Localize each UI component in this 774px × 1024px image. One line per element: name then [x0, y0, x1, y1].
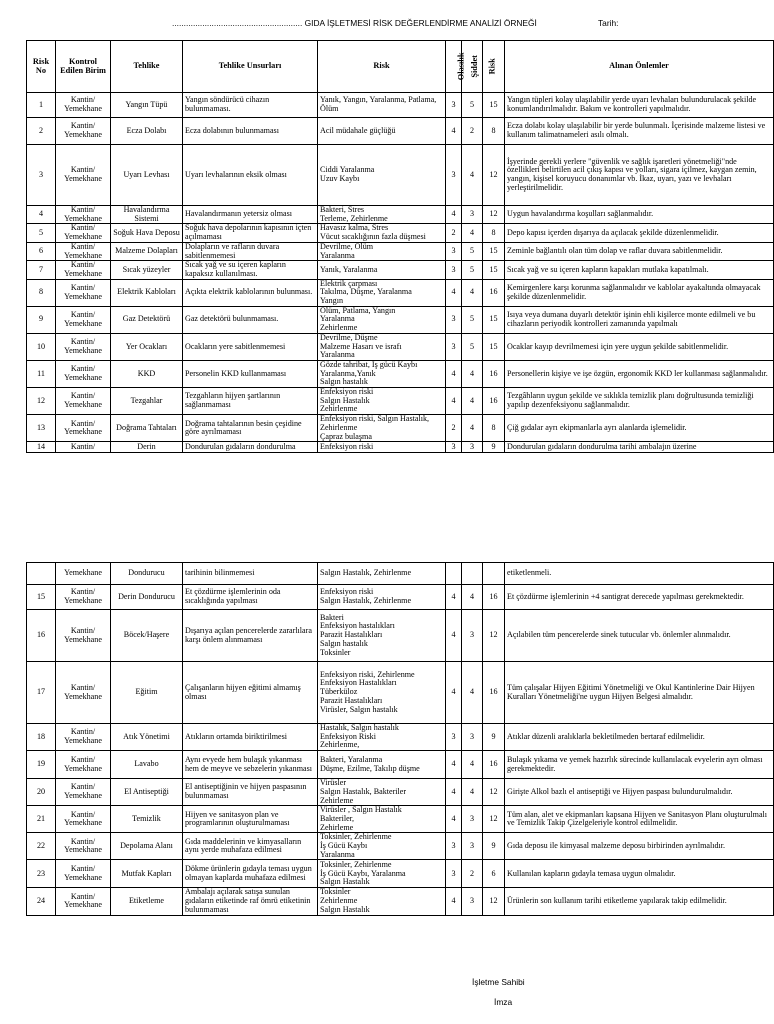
- cell-tehlike-unsuru: Atıkların ortamda biriktirilmesi: [183, 724, 318, 751]
- col-olasilik: Olasılık: [446, 41, 462, 93]
- cell-tehlike-unsuru: tarihinin bilinmemesi: [183, 563, 318, 585]
- cell-onlem: Tüm alan, alet ve ekipmanları kapsana Hijyen ve Sanitasyon Planı oluşturulmalı ve Temizlik Takip Çizelgeleriyle kontrol edilmelidir.: [505, 806, 774, 833]
- cell-birim: Kantin/ Yemekhane: [56, 751, 111, 779]
- cell-siddet: 5: [462, 93, 483, 118]
- cell-tehlike-unsuru: Çalışanların hijyen eğitimi almamış olması: [183, 662, 318, 724]
- cell-onlem: Atıklar düzenli aralıklarla bekletilmeden bertaraf edilmelidir.: [505, 724, 774, 751]
- cell-risk-text: Elektrik çarpması Takılma, Düşme, Yaralanma Yangın: [318, 279, 446, 306]
- cell-onlem: Uygun havalandırma koşulları sağlanmalıdır.: [505, 206, 774, 224]
- cell-risk-text: Toksinler, Zehirlenme İş Gücü Kaybı Yaralanma: [318, 833, 446, 860]
- cell-onlem: Yangın tüpleri kolay ulaşılabilir yerde uyarı levhaları bulundurulacak şekilde konumlandırılmalıdır. Bakım ve kontrolleri yapılmalıdır.: [505, 93, 774, 118]
- cell-olasilik: 4: [446, 360, 462, 387]
- cell-birim: Kantin/ Yemekhane: [56, 888, 111, 915]
- cell-tehlike: Depolama Alanı: [111, 833, 183, 860]
- cell-siddet: [462, 563, 483, 585]
- cell-risk-text: Enfeksiyon riski, Zehirlenme Enfeksiyon Hastalıkları Tüberküloz Parazit Hastalıkları Virüsler, Salgın hastalık: [318, 662, 446, 724]
- cell-onlem: Depo kapısı içerden dışarıya da açılacak şekilde düzenlenmelidir.: [505, 224, 774, 242]
- cell-birim: Kantin/ Yemekhane: [56, 242, 111, 260]
- cell-risk-text: Toksinler Zehirlenme Salgın Hastalık: [318, 888, 446, 915]
- cell-tehlike: Gaz Detektörü: [111, 306, 183, 333]
- cell-olasilik: 4: [446, 585, 462, 610]
- cell-siddet: 2: [462, 860, 483, 888]
- cell-tehlike-unsuru: Sıcak yağ ve su içeren kapların kapaksız kullanılması.: [183, 261, 318, 279]
- cell-onlem: Et çözdürme işlemlerinin +4 santigrat derecede yapılması gerekmektedir.: [505, 585, 774, 610]
- cell-olasilik: [446, 563, 462, 585]
- cell-siddet: 3: [462, 888, 483, 915]
- cell-siddet: 3: [462, 442, 483, 453]
- col-risk-score: Risk: [483, 41, 505, 93]
- cell-risk-no: 15: [27, 585, 56, 610]
- cell-risk-text: Enfeksiyon riski Salgın Hastalık Zehirlenme: [318, 388, 446, 415]
- cell-birim: Kantin/ Yemekhane: [56, 224, 111, 242]
- cell-onlem: Gıda deposu ile kimyasal malzeme deposu birbirinden ayrılmalıdır.: [505, 833, 774, 860]
- cell-birim: Kantin/ Yemekhane: [56, 93, 111, 118]
- table-row: [27, 415, 774, 442]
- cell-risk-no: 23: [27, 860, 56, 888]
- cell-tehlike-unsuru: Tezgahların hijyen şartlarının sağlanmaması: [183, 388, 318, 415]
- cell-onlem: Kullanılan kapların gıdayla temasa uygun olmalıdır.: [505, 860, 774, 888]
- cell-risk-score: 8: [483, 415, 505, 442]
- cell-onlem: Sıcak yağ ve su içeren kapların kapakları mutlaka kapatılmalı.: [505, 261, 774, 279]
- cell-onlem: Çiğ gıdalar ayrı ekipmanlarla ayrı alanlarda işlemelidir.: [505, 415, 774, 442]
- cell-siddet: 3: [462, 610, 483, 662]
- cell-tehlike-unsuru: Dondurulan gıdaların dondurulma: [183, 442, 318, 453]
- cell-tehlike: Atık Yönetimi: [111, 724, 183, 751]
- table-row: [27, 724, 774, 751]
- cell-risk-score: 15: [483, 333, 505, 360]
- cell-risk-text: Yanık, Yangın, Yaralanma, Patlama, Ölüm: [318, 93, 446, 118]
- cell-onlem: Isıya veya dumana duyarlı detektör işinin ehli kişilerce monte edilmeli ve bu cihazların periyodik kontrolleri zamanında yapılmalı: [505, 306, 774, 333]
- cell-risk-score: 15: [483, 242, 505, 260]
- cell-olasilik: 3: [446, 442, 462, 453]
- cell-birim: Kantin/ Yemekhane: [56, 118, 111, 145]
- cell-olasilik: 4: [446, 388, 462, 415]
- cell-tehlike: Yer Ocakları: [111, 333, 183, 360]
- cell-birim: Kantin/ Yemekhane: [56, 662, 111, 724]
- table-row: [27, 279, 774, 306]
- table-row: [27, 585, 774, 610]
- cell-risk-no: 3: [27, 145, 56, 206]
- cell-risk-score: 15: [483, 93, 505, 118]
- cell-olasilik: 4: [446, 888, 462, 915]
- cell-onlem: Dondurulan gıdaların dondurulma tarihi ambalajın üzerine: [505, 442, 774, 453]
- cell-tehlike-unsuru: Açıkta elektrik kablolarının bulunması.: [183, 279, 318, 306]
- cell-onlem: Kemirgenlere karşı korunma sağlanmalıdır ve kablolar ayakaltında olmayacak şekilde düzenlenmelidir.: [505, 279, 774, 306]
- col-birim: Kontrol Edilen Birim: [56, 41, 111, 93]
- cell-risk-score: 6: [483, 860, 505, 888]
- cell-risk-text: Havasız kalma, Stres Vücut sıcaklığının fazla düşmesi: [318, 224, 446, 242]
- cell-birim: Kantin/ Yemekhane: [56, 585, 111, 610]
- cell-siddet: 3: [462, 833, 483, 860]
- cell-risk-text: Virüsler , Salgın Hastalık Bakteriler, Zehirleme: [318, 806, 446, 833]
- table-row: [27, 118, 774, 145]
- cell-risk-score: 16: [483, 279, 505, 306]
- cell-onlem: Tüm çalışalar Hijyen Eğitimi Yönetmeliği ve Okul Kantinlerine Dair Hijyen Kuralları Yönetmeliği'ne uygun Hijyen Belgesi almalıdır.: [505, 662, 774, 724]
- table-row: [27, 360, 774, 387]
- cell-birim: Kantin/ Yemekhane: [56, 306, 111, 333]
- cell-risk-text: Devrilme, Ölüm Yaralanma: [318, 242, 446, 260]
- cell-birim: Kantin/ Yemekhane: [56, 206, 111, 224]
- cell-risk-text: Bakteri Enfeksiyon hastalıkları Parazit Hastalıkları Salgın hastalık Toksinler: [318, 610, 446, 662]
- cell-siddet: 3: [462, 724, 483, 751]
- cell-olasilik: 4: [446, 806, 462, 833]
- cell-risk-no: 5: [27, 224, 56, 242]
- table-row: [27, 888, 774, 915]
- cell-risk-no: 10: [27, 333, 56, 360]
- cell-risk-no: 17: [27, 662, 56, 724]
- cell-tehlike: Temizlik: [111, 806, 183, 833]
- cell-tehlike-unsuru: Gıda maddelerinin ve kimyasalların aynı yerde muhafaza edilmesi: [183, 833, 318, 860]
- cell-birim: Kantin/ Yemekhane: [56, 806, 111, 833]
- cell-risk-score: 15: [483, 261, 505, 279]
- cell-tehlike-unsuru: Aynı evyede hem bulaşık yıkanması hem de meyve ve sebzelerin yıkanması: [183, 751, 318, 779]
- cell-siddet: 4: [462, 415, 483, 442]
- cell-onlem: Bulaşık yıkama ve yemek hazırlık sürecinde kullanılacak evyelerin ayrı olması gerekmektedir.: [505, 751, 774, 779]
- cell-birim: Kantin/ Yemekhane: [56, 333, 111, 360]
- cell-risk-no: 7: [27, 261, 56, 279]
- owner-label: İşletme Sahibi: [472, 977, 525, 987]
- col-tehlike-unsurlari: Tehlike Unsurları: [183, 41, 318, 93]
- cell-risk-score: 8: [483, 224, 505, 242]
- cell-risk-no: 18: [27, 724, 56, 751]
- cell-tehlike: Doğrama Tahtaları: [111, 415, 183, 442]
- table-row: [27, 224, 774, 242]
- cell-birim: Kantin/ Yemekhane: [56, 388, 111, 415]
- cell-risk-text: Gözde tahribat, İş gücü Kaybı Yaralanma,Yanık Salgın hastalık: [318, 360, 446, 387]
- cell-risk-text: Toksinler, Zehirlenme İş Gücü Kaybı, Yaralanma Salgın Hastalık: [318, 860, 446, 888]
- cell-olasilik: 4: [446, 279, 462, 306]
- cell-birim: Kantin/ Yemekhane: [56, 261, 111, 279]
- table-row: [27, 333, 774, 360]
- cell-birim: Kantin/ Yemekhane: [56, 610, 111, 662]
- cell-risk-score: 9: [483, 833, 505, 860]
- col-alinan-onlemler: Alınan Önlemler: [505, 41, 774, 93]
- cell-risk-no: 20: [27, 779, 56, 806]
- cell-risk-no: 16: [27, 610, 56, 662]
- cell-onlem: İşyerinde gerekli yerlere "güvenlik ve sağlık işaretleri yönetmeliği"nde özellikleri belirtilen acil çıkış kapısı ve yolları, sigara içilmez, kaygan zemin, yangın, kişisel koruyucu donanımlar vb. İkaz, uyarı, yazı ve levhaları yerleştirilmelidir.: [505, 145, 774, 206]
- cell-siddet: 4: [462, 662, 483, 724]
- cell-risk-text: Acil müdahale güçlüğü: [318, 118, 446, 145]
- cell-risk-score: 8: [483, 118, 505, 145]
- cell-onlem: Girişte Alkol bazlı el antiseptiği ve Hijyen paspası bulundurulmalıdır.: [505, 779, 774, 806]
- risk-table-page-1: [26, 40, 774, 453]
- cell-risk-score: [483, 563, 505, 585]
- cell-risk-score: 16: [483, 662, 505, 724]
- cell-risk-no: 11: [27, 360, 56, 387]
- cell-tehlike: Etiketleme: [111, 888, 183, 915]
- cell-birim: Kantin/ Yemekhane: [56, 724, 111, 751]
- cell-risk-text: Yanık, Yaralanma: [318, 261, 446, 279]
- cell-birim: Kantin/ Yemekhane: [56, 279, 111, 306]
- cell-olasilik: 3: [446, 93, 462, 118]
- cell-birim: Yemekhane: [56, 563, 111, 585]
- col-tehlike: Tehlike: [111, 41, 183, 93]
- cell-olasilik: 3: [446, 333, 462, 360]
- cell-tehlike-unsuru: Personelin KKD kullanmaması: [183, 360, 318, 387]
- cell-tehlike: Derin Dondurucu: [111, 585, 183, 610]
- cell-risk-score: 12: [483, 888, 505, 915]
- cell-olasilik: 3: [446, 306, 462, 333]
- document-header: [0, 18, 768, 32]
- cell-olasilik: 3: [446, 860, 462, 888]
- table-row: [27, 563, 774, 585]
- cell-tehlike: Tezgahlar: [111, 388, 183, 415]
- cell-tehlike: Böcek/Haşere: [111, 610, 183, 662]
- table-row: [27, 388, 774, 415]
- cell-risk-no: 19: [27, 751, 56, 779]
- cell-siddet: 5: [462, 261, 483, 279]
- table-row: [27, 242, 774, 260]
- cell-tehlike-unsuru: Ambalajı açılarak satışa sunulan gıdaların etiketinde raf ömrü etiketinin bulunmaması: [183, 888, 318, 915]
- signature-label: İmza: [494, 997, 513, 1007]
- cell-risk-score: 16: [483, 751, 505, 779]
- cell-risk-score: 16: [483, 388, 505, 415]
- table-row: [27, 860, 774, 888]
- table-row: [27, 751, 774, 779]
- table-header-row: [27, 41, 774, 93]
- cell-tehlike-unsuru: Soğuk hava depolarının kapısının içten açılmaması: [183, 224, 318, 242]
- cell-tehlike-unsuru: Yangın söndürücü cihazın bulunmaması.: [183, 93, 318, 118]
- cell-risk-text: Salgın Hastalık, Zehirlenme: [318, 563, 446, 585]
- cell-olasilik: 4: [446, 206, 462, 224]
- cell-tehlike: El Antiseptiği: [111, 779, 183, 806]
- cell-tehlike: KKD: [111, 360, 183, 387]
- cell-tehlike: Dondurucu: [111, 563, 183, 585]
- cell-birim: Kantin/ Yemekhane: [56, 360, 111, 387]
- cell-olasilik: 3: [446, 261, 462, 279]
- cell-tehlike: Elektrik Kabloları: [111, 279, 183, 306]
- cell-olasilik: 4: [446, 779, 462, 806]
- cell-tehlike: Uyarı Levhası: [111, 145, 183, 206]
- cell-risk-text: Virüsler Salgın Hastalık, Bakteriler Zehirleme: [318, 779, 446, 806]
- cell-olasilik: 3: [446, 724, 462, 751]
- cell-risk-text: Ciddi Yaralanma Uzuv Kaybı: [318, 145, 446, 206]
- cell-tehlike: Derin: [111, 442, 183, 453]
- cell-risk-score: 12: [483, 206, 505, 224]
- cell-olasilik: 4: [446, 118, 462, 145]
- cell-siddet: 4: [462, 388, 483, 415]
- cell-tehlike-unsuru: Ecza dolabının bulunmaması: [183, 118, 318, 145]
- cell-onlem: Personellerin kişiye ve işe özgün, ergonomik KKD ler kullanması sağlanmalıdır.: [505, 360, 774, 387]
- cell-tehlike: Malzeme Dolapları: [111, 242, 183, 260]
- cell-tehlike: Yangın Tüpü: [111, 93, 183, 118]
- cell-olasilik: 2: [446, 224, 462, 242]
- cell-tehlike: Ecza Dolabı: [111, 118, 183, 145]
- cell-onlem: Zeminle bağlantılı olan tüm dolap ve raflar duvara sabitlenmelidir.: [505, 242, 774, 260]
- cell-risk-text: Enfeksiyon riski Salgın Hastalık, Zehirlenme: [318, 585, 446, 610]
- table-row: [27, 833, 774, 860]
- table-row: [27, 779, 774, 806]
- table-row: [27, 93, 774, 118]
- cell-birim: Kantin/ Yemekhane: [56, 779, 111, 806]
- cell-tehlike-unsuru: Dolapların ve rafların duvara sabitlenmemesi: [183, 242, 318, 260]
- cell-tehlike-unsuru: El antiseptiğinin ve hijyen paspasının bulunmaması: [183, 779, 318, 806]
- cell-birim: Kantin/ Yemekhane: [56, 145, 111, 206]
- cell-risk-score: 12: [483, 779, 505, 806]
- cell-risk-score: 12: [483, 610, 505, 662]
- cell-risk-no: 21: [27, 806, 56, 833]
- cell-siddet: 4: [462, 585, 483, 610]
- cell-risk-no: 24: [27, 888, 56, 915]
- table-row: [27, 206, 774, 224]
- cell-tehlike-unsuru: Dışarıya açılan pencerelerde zararlılara karşı önlem alınmaması: [183, 610, 318, 662]
- col-siddet: Şiddet: [462, 41, 483, 93]
- cell-risk-no: 22: [27, 833, 56, 860]
- cell-onlem: Ecza dolabı kolay ulaşılabilir bir yerde bulunmalı. İçerisinde malzeme listesi ve kullanım talimatnameleri asılı olmalı.: [505, 118, 774, 145]
- cell-risk-score: 16: [483, 360, 505, 387]
- cell-risk-text: Bakteri, Yaralanma Düşme, Ezilme, Takılıp düşme: [318, 751, 446, 779]
- cell-risk-score: 16: [483, 585, 505, 610]
- cell-onlem: Tezgâhların uygun şekilde ve sıklıkla temizlik planı doğrultusunda temizliği yapılıp dezenfeksiyonu sağlanmalıdır.: [505, 388, 774, 415]
- cell-risk-text: Ölüm, Patlama, Yangın Yaralanma Zehirlenme: [318, 306, 446, 333]
- cell-tehlike-unsuru: Ocakların yere sabitlenmemesi: [183, 333, 318, 360]
- cell-risk-text: Enfeksiyon riski, Salgın Hastalık, Zehirlenme Çapraz bulaşma: [318, 415, 446, 442]
- cell-siddet: 4: [462, 279, 483, 306]
- cell-risk-score: 9: [483, 442, 505, 453]
- table-row: [27, 442, 774, 453]
- cell-siddet: 4: [462, 751, 483, 779]
- cell-risk-no: 4: [27, 206, 56, 224]
- cell-siddet: 3: [462, 206, 483, 224]
- cell-siddet: 5: [462, 306, 483, 333]
- cell-risk-no: 6: [27, 242, 56, 260]
- cell-risk-no: 1: [27, 93, 56, 118]
- col-risk-no: Risk No: [27, 41, 56, 93]
- cell-onlem: Ocaklar kayıp devrilmemesi için yere uygun şekilde sabitlenmelidir.: [505, 333, 774, 360]
- table-row: [27, 261, 774, 279]
- table-row: [27, 610, 774, 662]
- cell-tehlike: Eğitim: [111, 662, 183, 724]
- cell-siddet: 4: [462, 360, 483, 387]
- cell-onlem: Ürünlerin son kullanım tarihi etiketleme yapılarak takip edilmelidir.: [505, 888, 774, 915]
- cell-risk-score: 12: [483, 145, 505, 206]
- cell-risk-no: 12: [27, 388, 56, 415]
- table-row: [27, 662, 774, 724]
- cell-tehlike: Mutfak Kapları: [111, 860, 183, 888]
- cell-olasilik: 4: [446, 662, 462, 724]
- cell-siddet: 2: [462, 118, 483, 145]
- cell-tehlike: Havalandırma Sistemi: [111, 206, 183, 224]
- cell-siddet: 4: [462, 779, 483, 806]
- cell-tehlike-unsuru: Hijyen ve sanitasyon plan ve programlarının oluşturulmaması: [183, 806, 318, 833]
- cell-olasilik: 3: [446, 242, 462, 260]
- table-row: [27, 145, 774, 206]
- cell-tehlike-unsuru: Dökme ürünlerin gıdayla teması uygun olmayan kaplarda muhafaza edilmesi: [183, 860, 318, 888]
- cell-olasilik: 4: [446, 751, 462, 779]
- cell-siddet: 4: [462, 224, 483, 242]
- cell-risk-text: Bakteri, Stres Terleme, Zehirlenme: [318, 206, 446, 224]
- cell-birim: Kantin/: [56, 442, 111, 453]
- cell-risk-text: Hastalık, Salgın hastalık Enfeksiyon Riski Zehirlenme,: [318, 724, 446, 751]
- risk-table-page-2: [26, 562, 774, 916]
- cell-risk-score: 12: [483, 806, 505, 833]
- cell-tehlike-unsuru: Gaz detektörü bulunmaması.: [183, 306, 318, 333]
- cell-birim: Kantin/ Yemekhane: [56, 833, 111, 860]
- cell-risk-score: 15: [483, 306, 505, 333]
- cell-risk-no: 8: [27, 279, 56, 306]
- cell-siddet: 3: [462, 806, 483, 833]
- cell-onlem: etiketlenmeli.: [505, 563, 774, 585]
- cell-olasilik: 3: [446, 145, 462, 206]
- document-title: ........................................................ GIDA İŞLETMESİ RİSK DEĞERLENDİRME ANALİZİ ÖRNEĞİ: [172, 18, 537, 28]
- cell-siddet: 5: [462, 242, 483, 260]
- cell-tehlike-unsuru: Uyarı levhalarının eksik olması: [183, 145, 318, 206]
- cell-onlem: Açılabilen tüm pencerelerde sinek tutucular vb. önlemler alınmalıdır.: [505, 610, 774, 662]
- cell-siddet: 4: [462, 145, 483, 206]
- cell-risk-no: 9: [27, 306, 56, 333]
- cell-siddet: 5: [462, 333, 483, 360]
- cell-birim: Kantin/ Yemekhane: [56, 415, 111, 442]
- cell-tehlike: Sıcak yüzeyler: [111, 261, 183, 279]
- cell-tehlike: Soğuk Hava Deposu: [111, 224, 183, 242]
- cell-risk-no: [27, 563, 56, 585]
- cell-olasilik: 3: [446, 833, 462, 860]
- cell-risk-no: 2: [27, 118, 56, 145]
- cell-tehlike: Lavabo: [111, 751, 183, 779]
- table-row: [27, 806, 774, 833]
- cell-risk-no: 14: [27, 442, 56, 453]
- cell-tehlike-unsuru: Et çözdürme işlemlerinin oda sıcaklığında yapılması: [183, 585, 318, 610]
- cell-olasilik: 4: [446, 610, 462, 662]
- cell-risk-text: Enfeksiyon riski: [318, 442, 446, 453]
- cell-tehlike-unsuru: Havalandırmanın yetersiz olması: [183, 206, 318, 224]
- col-risk: Risk: [318, 41, 446, 93]
- cell-risk-no: 13: [27, 415, 56, 442]
- cell-tehlike-unsuru: Doğrama tahtalarının besin çeşidine göre ayrılmaması: [183, 415, 318, 442]
- table-row: [27, 306, 774, 333]
- cell-olasilik: 2: [446, 415, 462, 442]
- date-label: Tarih:: [598, 18, 619, 28]
- cell-risk-score: 9: [483, 724, 505, 751]
- cell-birim: Kantin/ Yemekhane: [56, 860, 111, 888]
- cell-risk-text: Devrilme, Düşme Malzeme Hasarı ve israfı Yaralanma: [318, 333, 446, 360]
